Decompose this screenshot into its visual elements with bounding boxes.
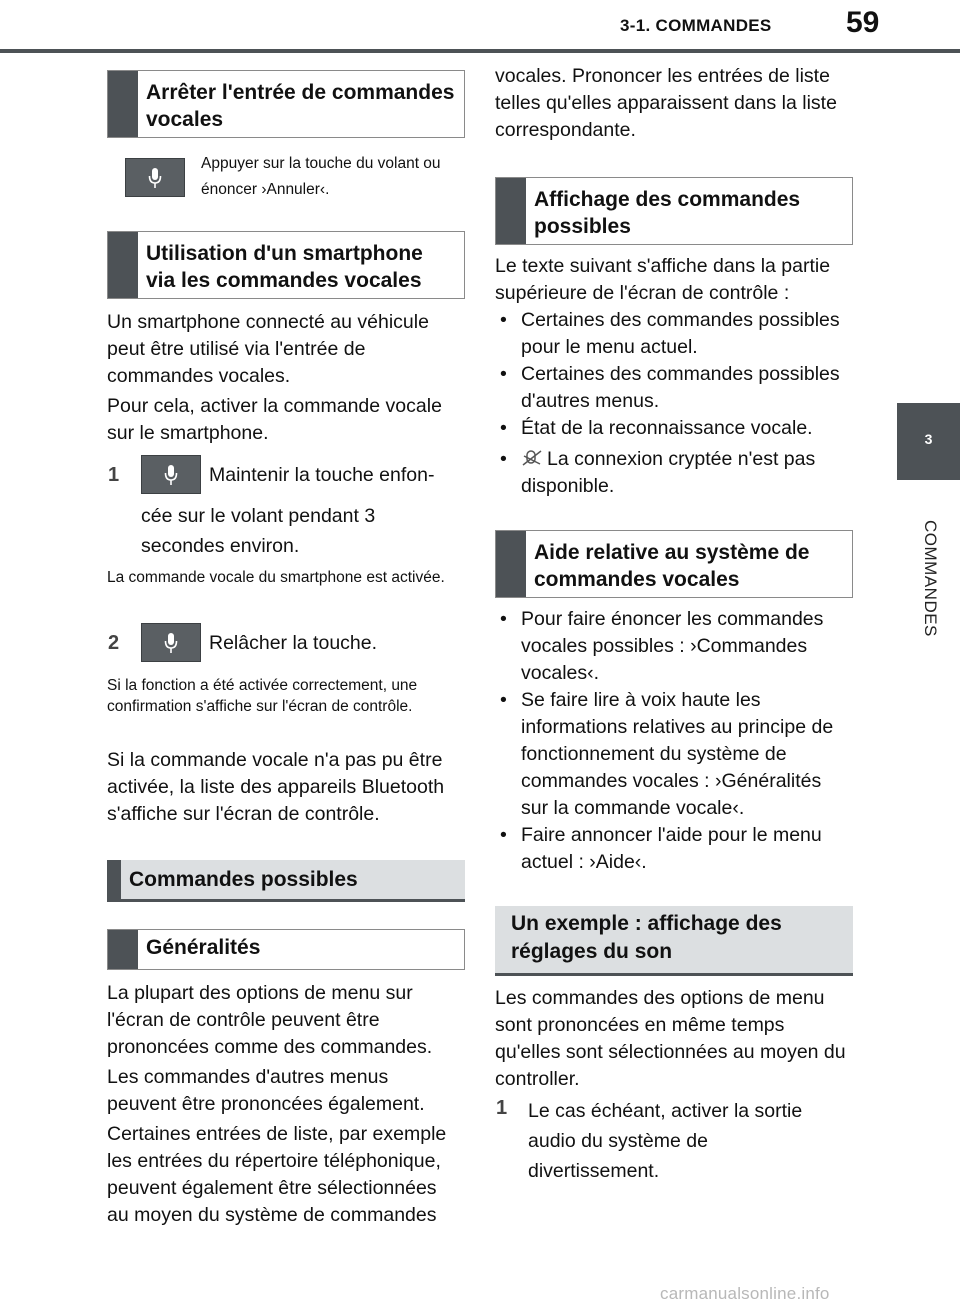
list-item-text: La connexion cryptée n'est pas disponible. (521, 448, 816, 497)
section-heading-commandes (107, 860, 465, 902)
note: Si la fonction a été activée correctement, une confirmation s'affiche sur l'écran de contrôle. (107, 677, 418, 715)
microphone-icon (164, 464, 178, 486)
step-text: Maintenir la touche enfon- (209, 464, 435, 486)
list-item: • Pour faire énoncer les commandes vocales possibles : ›Commandes vocales‹. (495, 606, 850, 687)
list-item: • Se faire lire à voix haute les informations relatives au principe de fonctionnement du système de commandes vocales : ›Généralités sur la commande vocale‹. (495, 687, 850, 822)
paragraph: Le texte suivant s'affiche dans la partie supérieure de l'écran de contrôle : (495, 255, 831, 304)
heading-aide (495, 530, 853, 598)
heading-text: Aide relative au système de commandes vocales (534, 541, 810, 591)
heading-bar (496, 531, 526, 597)
heading-text: Généralités (146, 936, 261, 959)
heading-bar (107, 860, 121, 899)
step-number: 1 (496, 1097, 508, 1119)
list-item: • Faire annoncer l'aide pour le menu actuel : ›Aide‹. (495, 822, 850, 876)
bullet-list (495, 606, 850, 876)
page-number: 59 (846, 6, 880, 39)
paragraph: vocales. Prononcer les entrées de liste telles qu'elles apparaissent dans la liste correspondante. (495, 65, 837, 141)
step-number: 1 (108, 464, 120, 486)
chapter-tab[interactable] (897, 403, 960, 480)
note: La commande vocale du smartphone est activée. (107, 569, 445, 586)
heading-text: Un exemple : affichage des réglages du son (511, 912, 782, 963)
list-item: • État de la reconnaissance vocale. (495, 415, 855, 442)
heading-smartphone (107, 231, 465, 299)
bullet-list (495, 307, 855, 500)
heading-text: Arrêter l'entrée de commandes vocales (146, 81, 455, 131)
heading-exemple (495, 906, 853, 976)
paragraph: Les commandes des options de menu sont prononcées en même temps qu'elles sont sélectionnées au moyen du controller. (495, 987, 846, 1090)
heading-stop-voice (107, 70, 465, 138)
microphone-icon (164, 632, 178, 654)
header-rule (0, 49, 960, 53)
paragraph: Si la commande vocale n'a pas pu être activée, la liste des appareils Bluetooth s'affiche sur l'écran de contrôle. (107, 749, 445, 825)
steering-voice-button[interactable] (141, 455, 201, 494)
step-text: Le cas échéant, activer la sortie audio du système de divertissement. (528, 1100, 803, 1182)
heading-bar (496, 178, 526, 244)
steering-voice-button[interactable] (141, 623, 201, 662)
heading-text: Commandes possibles (129, 868, 358, 891)
list-item: • Certaines des commandes possibles pour le menu actuel. (495, 307, 855, 361)
stop-instruction: Appuyer sur la touche du volant ou énoncer ›Annuler‹. (201, 155, 441, 198)
list-item: • Certaines des commandes possibles d'autres menus. (495, 361, 855, 415)
list-item (495, 446, 855, 500)
heading-affichage (495, 177, 853, 245)
paragraph: Un smartphone connecté au véhicule peut être utilisé via l'entrée de commandes vocales. (107, 311, 429, 387)
paragraph: La plupart des options de menu sur l'écran de contrôle peuvent être prononcées comme des commandes. (107, 982, 433, 1058)
heading-bar (108, 71, 138, 137)
heading-bar (108, 930, 138, 969)
step-text: cée sur le volant pendant 3 secondes environ. (141, 505, 376, 557)
paragraph: Certaines entrées de liste, par exemple les entrées du répertoire téléphonique, peuvent également être sélectionnées au moyen du système de commandes (107, 1123, 447, 1226)
paragraph: Pour cela, activer la commande vocale sur le smartphone. (107, 395, 442, 444)
step-text: Relâcher la touche. (209, 632, 378, 654)
chapter-side-label: COMMANDES (921, 520, 940, 637)
microphone-icon (148, 167, 162, 189)
crypt-unavailable-icon (521, 448, 543, 468)
step-number: 2 (108, 632, 120, 654)
heading-text: Utilisation d'un smartphone via les commandes vocales (146, 242, 423, 292)
paragraph: Les commandes d'autres menus peuvent être prononcées également. (107, 1066, 425, 1115)
heading-bar (108, 232, 138, 298)
heading-text: Affichage des commandes possibles (534, 188, 801, 238)
chapter-heading: 3-1. COMMANDES (620, 16, 772, 35)
heading-generalites (107, 929, 465, 970)
steering-voice-button[interactable] (125, 158, 185, 197)
watermark: carmanualsonline.info (660, 1284, 830, 1303)
chapter-number: 3 (924, 431, 933, 447)
